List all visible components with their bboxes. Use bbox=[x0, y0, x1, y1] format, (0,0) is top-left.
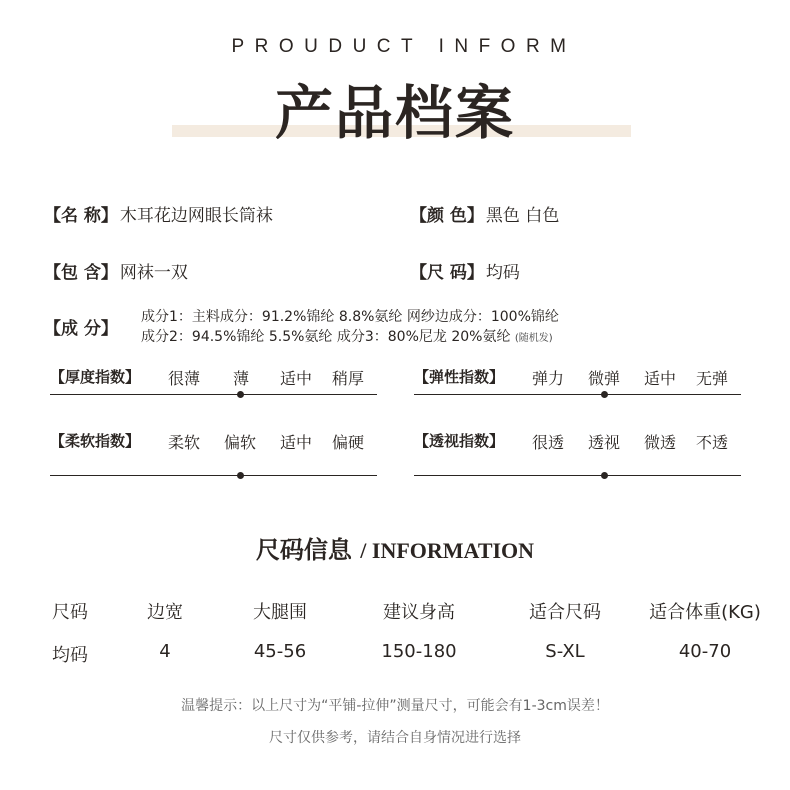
info-color-row bbox=[410, 201, 559, 226]
index-thickness-label: 【厚度指数】 bbox=[50, 368, 141, 386]
tip-line-1: 温馨提示：以上尺寸为“平铺-拉伸”测量尺寸，可能会有1-3cm误差！ bbox=[181, 698, 609, 714]
index-transparency bbox=[414, 430, 741, 470]
size-table-header: 适合尺码 bbox=[529, 602, 601, 623]
index-thickness-option: 很薄 bbox=[168, 369, 201, 388]
index-softness-scale bbox=[50, 475, 377, 476]
size-section-title-en: INFORMATION bbox=[371, 538, 535, 563]
tip-line-2: 尺寸仅供参考，请结合自身情况进行选择 bbox=[269, 730, 521, 746]
index-thickness-marker bbox=[237, 391, 244, 398]
index-transparency-option: 微透 bbox=[644, 433, 677, 452]
size-section-title bbox=[0, 530, 790, 565]
index-elasticity-scale bbox=[414, 394, 741, 395]
composition-line-2-text: 成分2：94.5%锦纶 5.5%氨纶 成分3：80%尼龙 20%氨纶 bbox=[141, 329, 511, 345]
size-table-cell: 40-70 bbox=[678, 641, 732, 662]
index-softness bbox=[50, 430, 377, 470]
size-table-cell: 150-180 bbox=[381, 641, 457, 662]
index-elasticity-marker bbox=[601, 391, 608, 398]
info-name-row bbox=[44, 201, 273, 226]
info-name-value: 木耳花边网眼长筒袜 bbox=[119, 206, 273, 226]
size-table-cell: 均码 bbox=[52, 645, 88, 666]
index-thickness-scale bbox=[50, 394, 377, 395]
index-elasticity-label: 【弹性指数】 bbox=[414, 368, 505, 386]
index-softness-option: 适中 bbox=[280, 433, 313, 452]
info-name-key: 【名 称】 bbox=[44, 206, 118, 226]
index-transparency-label: 【透视指数】 bbox=[414, 432, 505, 450]
info-color-key: 【颜 色】 bbox=[410, 206, 484, 226]
size-table-header: 适合体重(KG) bbox=[649, 602, 761, 623]
size-table-header: 尺码 bbox=[52, 602, 88, 623]
size-table-cell: 45-56 bbox=[253, 641, 307, 662]
composition-line-1: 成分1：主料成分：91.2%锦纶 8.8%氨纶 网纱边成分：100%锦纶 bbox=[141, 309, 559, 325]
index-transparency-scale bbox=[414, 475, 741, 476]
index-elasticity-option: 无弹 bbox=[696, 369, 729, 388]
index-thickness bbox=[50, 366, 377, 406]
size-table-cell: 4 bbox=[159, 641, 171, 662]
size-table-row bbox=[0, 641, 790, 671]
size-section-title-sep: / bbox=[360, 538, 372, 563]
info-composition-key: 【成 分】 bbox=[44, 319, 118, 339]
composition-line-2 bbox=[141, 326, 553, 346]
info-size-row bbox=[410, 258, 520, 283]
index-elasticity-option: 适中 bbox=[644, 369, 677, 388]
index-transparency-marker bbox=[601, 472, 608, 479]
size-section-title-cn: 尺码信息 bbox=[255, 535, 352, 564]
index-softness-option: 偏软 bbox=[224, 433, 257, 452]
index-elasticity bbox=[414, 366, 741, 406]
size-table-cell: S-XL bbox=[545, 641, 585, 662]
index-softness-marker bbox=[237, 472, 244, 479]
index-elasticity-option: 微弹 bbox=[588, 369, 621, 388]
info-color-value: 黑色 白色 bbox=[485, 206, 560, 226]
size-table-header: 大腿围 bbox=[253, 602, 307, 623]
info-size-key: 【尺 码】 bbox=[410, 263, 484, 283]
info-contains-key: 【包 含】 bbox=[44, 263, 118, 283]
index-transparency-option: 不透 bbox=[696, 433, 729, 452]
index-thickness-option: 稍厚 bbox=[332, 369, 365, 388]
size-table-header: 边宽 bbox=[147, 602, 183, 623]
info-contains-row bbox=[44, 258, 188, 283]
index-softness-option: 柔软 bbox=[168, 433, 201, 452]
index-softness-label: 【柔软指数】 bbox=[50, 432, 141, 450]
index-transparency-option: 透视 bbox=[588, 433, 621, 452]
header-title-en: PROUDUCT INFORM bbox=[231, 36, 577, 57]
page-title: 产品档案 bbox=[274, 79, 515, 147]
info-contains-value: 网袜一双 bbox=[119, 263, 188, 283]
index-softness-option: 偏硬 bbox=[332, 433, 365, 452]
index-transparency-option: 很透 bbox=[532, 433, 565, 452]
index-thickness-option: 薄 bbox=[233, 369, 250, 388]
size-table-header: 建议身高 bbox=[383, 602, 455, 623]
index-elasticity-option: 弹力 bbox=[532, 369, 565, 388]
info-size-value: 均码 bbox=[485, 263, 520, 283]
index-thickness-option: 适中 bbox=[280, 369, 313, 388]
composition-note: (随机发) bbox=[514, 333, 553, 344]
size-table-header-row bbox=[0, 598, 790, 628]
